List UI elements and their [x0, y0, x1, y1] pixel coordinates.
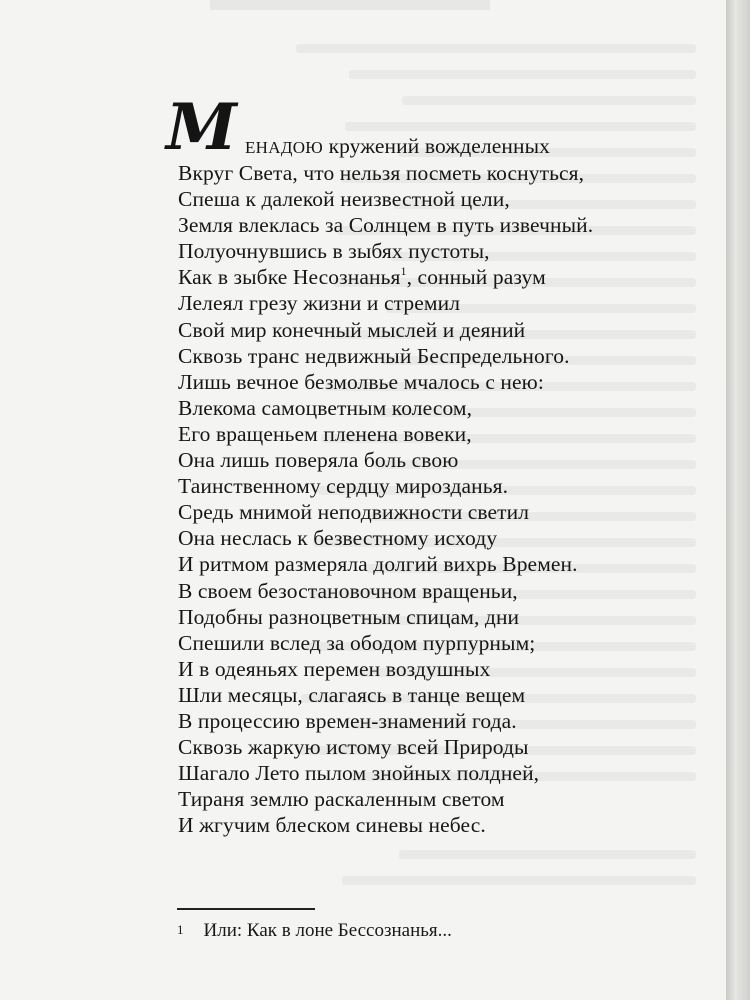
show-through-line — [296, 44, 696, 53]
show-through-line — [349, 70, 696, 79]
show-through-line — [345, 122, 696, 131]
footnote-mark: 1 — [177, 922, 184, 937]
verse-line: Средь мнимой неподвижности светил — [178, 500, 530, 525]
show-through-line — [342, 876, 696, 885]
verse-line: Полуочнувшись в зыбях пустоты, — [178, 239, 490, 264]
verse-line: Свой мир конечный мыслей и деяний — [178, 317, 526, 342]
verse-line: Подобны разноцветным спицам, дни — [178, 604, 520, 629]
poem-body — [178, 160, 593, 838]
verse-line-with-footnote — [178, 264, 593, 290]
footnote-rule — [177, 908, 315, 910]
verse-line: Вкруг Света, что нельзя посметь коснуться, — [178, 161, 585, 185]
verse-line-tail: , сонный разум — [406, 265, 546, 290]
show-through-line — [399, 850, 696, 859]
drop-cap: М — [166, 90, 235, 165]
footnote-text: Или: Как в лоне Бессознанья... — [203, 920, 452, 941]
verse-line: В процессию времен-знамений года. — [178, 708, 517, 733]
verse-line: Лелеял грезу жизни и стремил — [178, 291, 461, 316]
show-through-running-head — [210, 0, 490, 10]
page-edge — [726, 0, 750, 1000]
verse-line: Влекома самоцветным колесом, — [178, 395, 473, 420]
verse-line: Тираня землю раскаленным светом — [178, 787, 505, 812]
first-line — [245, 133, 550, 161]
verse-line: Сквозь транс недвижный Беспредельного. — [178, 343, 570, 368]
verse-line: Спешили вслед за ободом пурпурным; — [178, 630, 536, 655]
verse-line: Лишь вечное безмолвье мчалось с нею: — [178, 369, 544, 394]
verse-line: И ритмом размеряла долгий вихрь Времен. — [178, 552, 578, 577]
verse-line: В своем безостановочном вращеньи, — [178, 578, 518, 603]
first-line-rest: кружений вожделенных — [323, 134, 550, 158]
verse-line: Его вращеньем пленена вовеки, — [178, 421, 472, 446]
verse-line: Шли месяцы, слагаясь в танце вещем — [178, 682, 526, 707]
footnote-ref: 1 — [400, 264, 407, 279]
verse-line-text: Как в зыбке Несознанья — [178, 265, 401, 290]
verse-line: Спеша к далекой неизвестной цели, — [178, 187, 510, 212]
first-line-caps: ЕНАДОЮ — [245, 138, 324, 157]
verse-line: И жгучим блеском синевы небес. — [178, 813, 486, 838]
footnote — [177, 920, 452, 942]
verse-line: Таинственному сердцу мирозданья. — [178, 474, 509, 499]
show-through-line — [402, 96, 696, 105]
verse-line: Она лишь поверяла боль свою — [178, 448, 459, 473]
verse-line: Сквозь жаркую истому всей Природы — [178, 735, 529, 760]
verse-line: Шагало Лето пылом знойных полдней, — [178, 761, 540, 786]
verse-line: Она неслась к безвестному исходу — [178, 526, 498, 551]
verse-line: Земля влеклась за Солнцем в путь извечный. — [178, 213, 594, 238]
verse-line: И в одеяньях перемен воздушных — [178, 656, 491, 681]
